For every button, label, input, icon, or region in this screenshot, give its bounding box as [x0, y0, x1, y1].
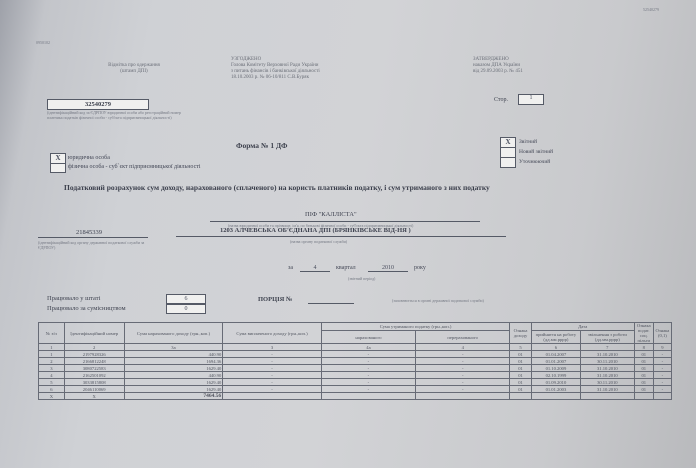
col-header-hire: прийняття на роботу (дд.мм.рррр)	[531, 331, 580, 344]
tax-code-line	[38, 237, 148, 238]
col-number: 3а	[124, 344, 223, 351]
legal-entity-label: юридична особа	[68, 155, 110, 161]
staff-count-field[interactable]: 6	[166, 294, 206, 304]
table-cell: 01	[634, 351, 653, 358]
table-cell: 1694.36	[124, 358, 223, 365]
table-cell: -	[223, 372, 322, 379]
col-number: 7	[581, 344, 635, 351]
clarifying-label: Уточнюючий	[519, 159, 551, 165]
col-header-flag: Ознака (0,1)	[653, 323, 671, 344]
col-header-dates: Дата	[531, 323, 634, 331]
reporting-label: Звітний	[519, 139, 538, 145]
total-cell	[581, 393, 635, 400]
table-total-row	[39, 393, 672, 400]
main-title: Податковий розрахунок сум доходу, нарахованого (сплаченого) на користь платників податку, і сум утриманого з них податку	[64, 183, 490, 192]
approved-block	[231, 57, 381, 81]
table-cell: 4	[39, 372, 65, 379]
col-header-tax-accrued: нарахованого	[321, 331, 415, 344]
col-number: 3	[223, 344, 322, 351]
company-name-caption: (назва юридичної особи та прізвище, ім'я, по батькові фізичної особи - суб'єкта підприємницької діяльності)	[228, 223, 414, 228]
table-cell: 3	[39, 365, 65, 372]
table-cell: 2	[39, 358, 65, 365]
total-cell	[634, 393, 653, 400]
table-cell: 01	[634, 386, 653, 393]
table-cell: 31.10.2010	[581, 386, 635, 393]
receipt-mark-line: Відмітка про одержання	[108, 63, 160, 68]
table-cell: 30.11.2010	[581, 379, 635, 386]
quarter-label: квартал	[336, 265, 356, 271]
col-header-accrued: Сума нарахованого доходу (грн.,коп.)	[124, 323, 223, 344]
table-cell: 01	[634, 379, 653, 386]
col-number: 6	[531, 344, 580, 351]
table-cell: 01	[510, 379, 531, 386]
table-cell: 01.09.2010	[531, 379, 580, 386]
staff-label: Працювало у штаті	[47, 295, 101, 302]
company-name: ПІФ "КАЛЛІСТА"	[305, 211, 357, 218]
table-cell: 6	[39, 386, 65, 393]
column-number-row	[39, 344, 672, 351]
col-number: 5	[510, 344, 531, 351]
table-cell: -	[653, 351, 671, 358]
col-number: 1	[39, 344, 65, 351]
approved-line: Голова Комітету Верховної Ради України	[231, 63, 319, 68]
total-accrued: 7464.56	[124, 393, 223, 400]
year-label: року	[414, 265, 426, 271]
total-cell: X	[64, 393, 124, 400]
table-cell: -	[653, 358, 671, 365]
total-cell: X	[39, 393, 65, 400]
table-cell: 3033815808	[64, 379, 124, 386]
period-caption: (звітний період)	[348, 276, 376, 281]
receipt-mark-line: (штамп ДПІ)	[120, 69, 148, 74]
total-cell	[510, 393, 531, 400]
table-cell: -	[416, 351, 510, 358]
table-cell: -	[223, 386, 322, 393]
page-code: 52540279	[643, 7, 659, 12]
table-cell: -	[223, 365, 322, 372]
table-header-row	[39, 323, 672, 331]
table-cell: 01	[510, 358, 531, 365]
table-row	[39, 379, 672, 386]
total-cell	[321, 393, 415, 400]
table-cell: 01	[634, 358, 653, 365]
tax-office-code: 21845339	[76, 229, 102, 236]
table-cell: -	[653, 365, 671, 372]
table-cell: -	[321, 379, 415, 386]
physical-entity-label: фізична особа - суб`єкт підприємницької діяльності	[68, 164, 201, 170]
table-cell: 01	[510, 372, 531, 379]
new-reporting-label: Новий звітний	[519, 149, 554, 155]
table-cell: 01	[634, 372, 653, 379]
table-cell: 2162501092	[64, 372, 124, 379]
table-cell: -	[223, 379, 322, 386]
col-header-num: № з/п	[39, 323, 65, 344]
taxpayer-id-caption: (ідентифікаційний код за ЄДРПОУ юридичної особи або реєстраційний номер платника податків фізичної особи - суб'єкта підприємницької діяльності)	[47, 110, 181, 120]
table-cell: 01	[510, 351, 531, 358]
table-cell: -	[321, 358, 415, 365]
table-cell: 3080722583	[64, 365, 124, 372]
table-cell: 01	[634, 365, 653, 372]
page-number-label: Стор.	[494, 97, 508, 103]
table-cell: 01	[510, 365, 531, 372]
col-header-fire: звільнення з роботи (дд.мм.рррр)	[581, 331, 635, 344]
approved-line: з питань фінансів і банківської діяльності	[231, 69, 320, 74]
page-number-field[interactable]: 1	[518, 94, 544, 105]
income-table	[38, 322, 672, 400]
total-cell	[416, 393, 510, 400]
table-cell: 1629.40	[124, 365, 223, 372]
table-row	[39, 351, 672, 358]
form-title: Форма № 1 ДФ	[236, 141, 288, 150]
col-header-tax-transferred: перерахованого	[416, 331, 510, 344]
table-cell: 02.10.1999	[531, 372, 580, 379]
physical-entity-checkbox[interactable]	[50, 163, 66, 173]
tax-code-caption: (ідентифікаційний код органу державної податкової служби за ЄДРПОУ)	[38, 240, 145, 250]
form-code: 0950102	[36, 40, 50, 45]
part-time-label: Працювало за сумісництвом	[47, 305, 126, 312]
table-cell: 31.10.2010	[581, 365, 635, 372]
confirmed-header: ЗАТВЕРДЖЕНО	[473, 57, 509, 62]
approved-header: УЗГОДЖЕНО	[231, 57, 262, 62]
approved-line: 18.10.2003 р. № 06-10/811 С.В.Буряк	[231, 75, 310, 80]
table-row	[39, 386, 672, 393]
col-header-sign: Ознака доходу	[510, 323, 531, 344]
table-cell: -	[653, 386, 671, 393]
period-prefix: за	[288, 265, 294, 271]
table-cell: 440.90	[124, 351, 223, 358]
col-header-id: Ідентифікаційний номер	[64, 323, 124, 344]
table-cell: 2197928326	[64, 351, 124, 358]
table-cell: -	[321, 372, 415, 379]
table-cell: 5	[39, 379, 65, 386]
portion-label: ПОРЦІЯ №	[258, 296, 293, 303]
col-header-tax-group: Сума утриманого податку (грн.,коп.)	[321, 323, 510, 331]
table-cell: 1	[39, 351, 65, 358]
legal-entity-checkbox[interactable]: X	[50, 153, 66, 164]
clarifying-checkbox[interactable]	[500, 157, 516, 168]
table-cell: -	[416, 365, 510, 372]
total-cell	[223, 393, 322, 400]
portion-field[interactable]	[308, 296, 354, 304]
table-row	[39, 358, 672, 365]
taxpayer-id-field[interactable]: 32540279	[47, 99, 149, 110]
table-cell: 01.04.2007	[531, 351, 580, 358]
table-cell: 31.10.2010	[581, 351, 635, 358]
total-cell	[653, 393, 671, 400]
table-cell: -	[321, 386, 415, 393]
confirmed-block	[473, 57, 593, 75]
table-cell: 31.10.2010	[581, 372, 635, 379]
table-cell: -	[223, 351, 322, 358]
table-cell: -	[416, 358, 510, 365]
table-cell: -	[653, 372, 671, 379]
table-row	[39, 365, 672, 372]
table-cell: -	[321, 365, 415, 372]
col-number: 4а	[321, 344, 415, 351]
table-cell: 01	[510, 386, 531, 393]
receipt-mark-block	[98, 63, 170, 75]
table-cell: -	[653, 379, 671, 386]
table-cell: 30.11.2010	[581, 358, 635, 365]
table-cell: -	[416, 379, 510, 386]
table-row	[39, 372, 672, 379]
tax-office-caption: (назва органу податкової служби)	[290, 239, 348, 244]
table-cell: -	[321, 351, 415, 358]
table-cell: -	[416, 386, 510, 393]
confirmed-line: наказом ДПА України	[473, 63, 521, 68]
year-field[interactable]: 2010	[368, 265, 408, 272]
total-cell	[531, 393, 580, 400]
confirmed-line: від 29.09.2003 р. № 451	[473, 69, 523, 74]
col-number: 9	[653, 344, 671, 351]
col-number: 8	[634, 344, 653, 351]
table-body	[39, 351, 672, 393]
table-cell: 01.01.2007	[531, 358, 580, 365]
table-cell: -	[223, 358, 322, 365]
col-number: 4	[416, 344, 510, 351]
col-header-privilege: Ознака подат. соц. пільги	[634, 323, 653, 344]
table-cell: 1629.40	[124, 386, 223, 393]
tax-office-line	[176, 236, 506, 237]
part-time-count-field[interactable]: 0	[166, 304, 206, 314]
col-number: 2	[64, 344, 124, 351]
table-cell: 2166812248	[64, 358, 124, 365]
col-header-paid: Сума виплаченого доходу (грн.,коп.)	[223, 323, 322, 344]
quarter-field[interactable]: 4	[300, 265, 330, 272]
reporting-checkbox[interactable]: X	[500, 137, 516, 148]
tax-office-name: 1203 АЛЧЕВСЬКА ОБ'ЄДНАНА ДПІ (БРЯНКІВСЬКЕ ВІД-НЯ )	[220, 227, 411, 234]
table-cell: 1629.40	[124, 379, 223, 386]
table-cell: 01.01.2003	[531, 386, 580, 393]
portion-caption: (заповнюється в органі державної податкової служби)	[392, 298, 484, 303]
table-cell: -	[416, 372, 510, 379]
table-cell: 01.10.2009	[531, 365, 580, 372]
table-cell: 440.90	[124, 372, 223, 379]
table-cell: 2046110069	[64, 386, 124, 393]
